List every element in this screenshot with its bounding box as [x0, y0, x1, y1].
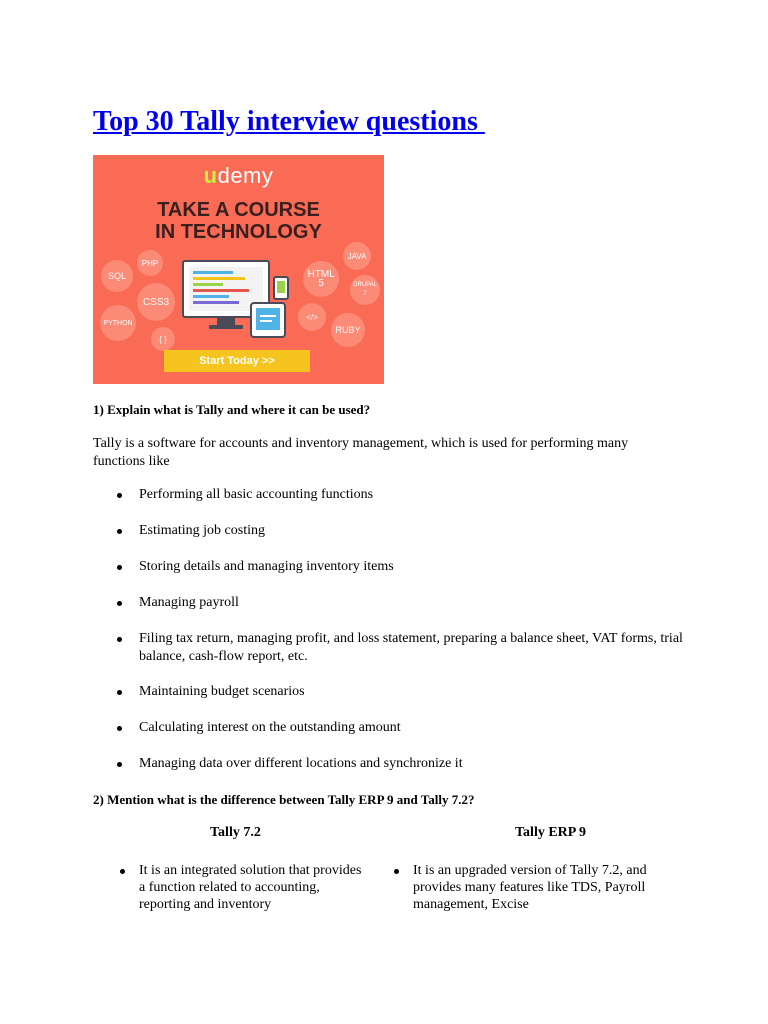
table-cell-tallyerp9: It is an upgraded version of Tally 7.2, and provides many features like TDS, Payroll management, Excise — [391, 862, 651, 913]
list-item: Filing tax return, managing profit, and loss statement, preparing a balance sheet, VAT forms, trial balance, cash-flow report, etc. — [93, 630, 683, 666]
list-item: Managing payroll — [93, 594, 683, 612]
list-item: Estimating job costing — [93, 522, 683, 540]
tag-java: JAVA — [343, 242, 371, 270]
tag-drupal: DRUPAL 7 — [350, 275, 380, 305]
question-2: 2) Mention what is the difference between Tally ERP 9 and Tally 7.2? — [93, 792, 475, 807]
list-item: Storing details and managing inventory items — [93, 558, 683, 576]
udemy-ad-banner[interactable] — [93, 155, 384, 384]
answer-1-intro: Tally is a software for accounts and inventory management, which is used for performing many functions like — [93, 436, 629, 469]
tag-braces: { } — [151, 327, 175, 351]
tag-php: PHP — [137, 250, 163, 276]
banner-headline-line1: TAKE A COURSE — [157, 199, 320, 221]
devices-illustration — [181, 259, 293, 341]
question-1: 1) Explain what is Tally and where it can be used? — [93, 402, 371, 417]
tag-python: PYTHON — [100, 305, 136, 341]
tag-code: </> — [298, 303, 326, 331]
page-title[interactable]: Top 30 Tally interview questions — [93, 106, 485, 137]
logo-rest: demy — [217, 163, 274, 188]
banner-headline — [93, 199, 384, 243]
logo-u: u — [203, 163, 218, 188]
list-item: Maintaining budget scenarios — [93, 683, 683, 701]
table-header-tallyerp9: Tally ERP 9 — [515, 825, 587, 840]
table-cell-tally72: It is an integrated solution that provides a function related to accounting, reporting and inventory — [117, 862, 369, 913]
tag-css3: CSS3 — [137, 283, 175, 321]
udemy-logo — [93, 163, 384, 189]
list-item: Performing all basic accounting functions — [93, 486, 683, 504]
tag-sql: SQL — [101, 260, 133, 292]
tag-ruby: RUBY — [331, 313, 365, 347]
start-today-button[interactable]: Start Today >> — [164, 350, 310, 372]
list-item: Calculating interest on the outstanding amount — [93, 719, 683, 737]
list-item: Managing data over different locations and synchronize it — [93, 755, 683, 773]
table-header-tally72: Tally 7.2 — [210, 825, 261, 840]
tag-html5: HTML 5 — [303, 261, 339, 297]
banner-headline-line2: IN TECHNOLOGY — [155, 221, 322, 243]
